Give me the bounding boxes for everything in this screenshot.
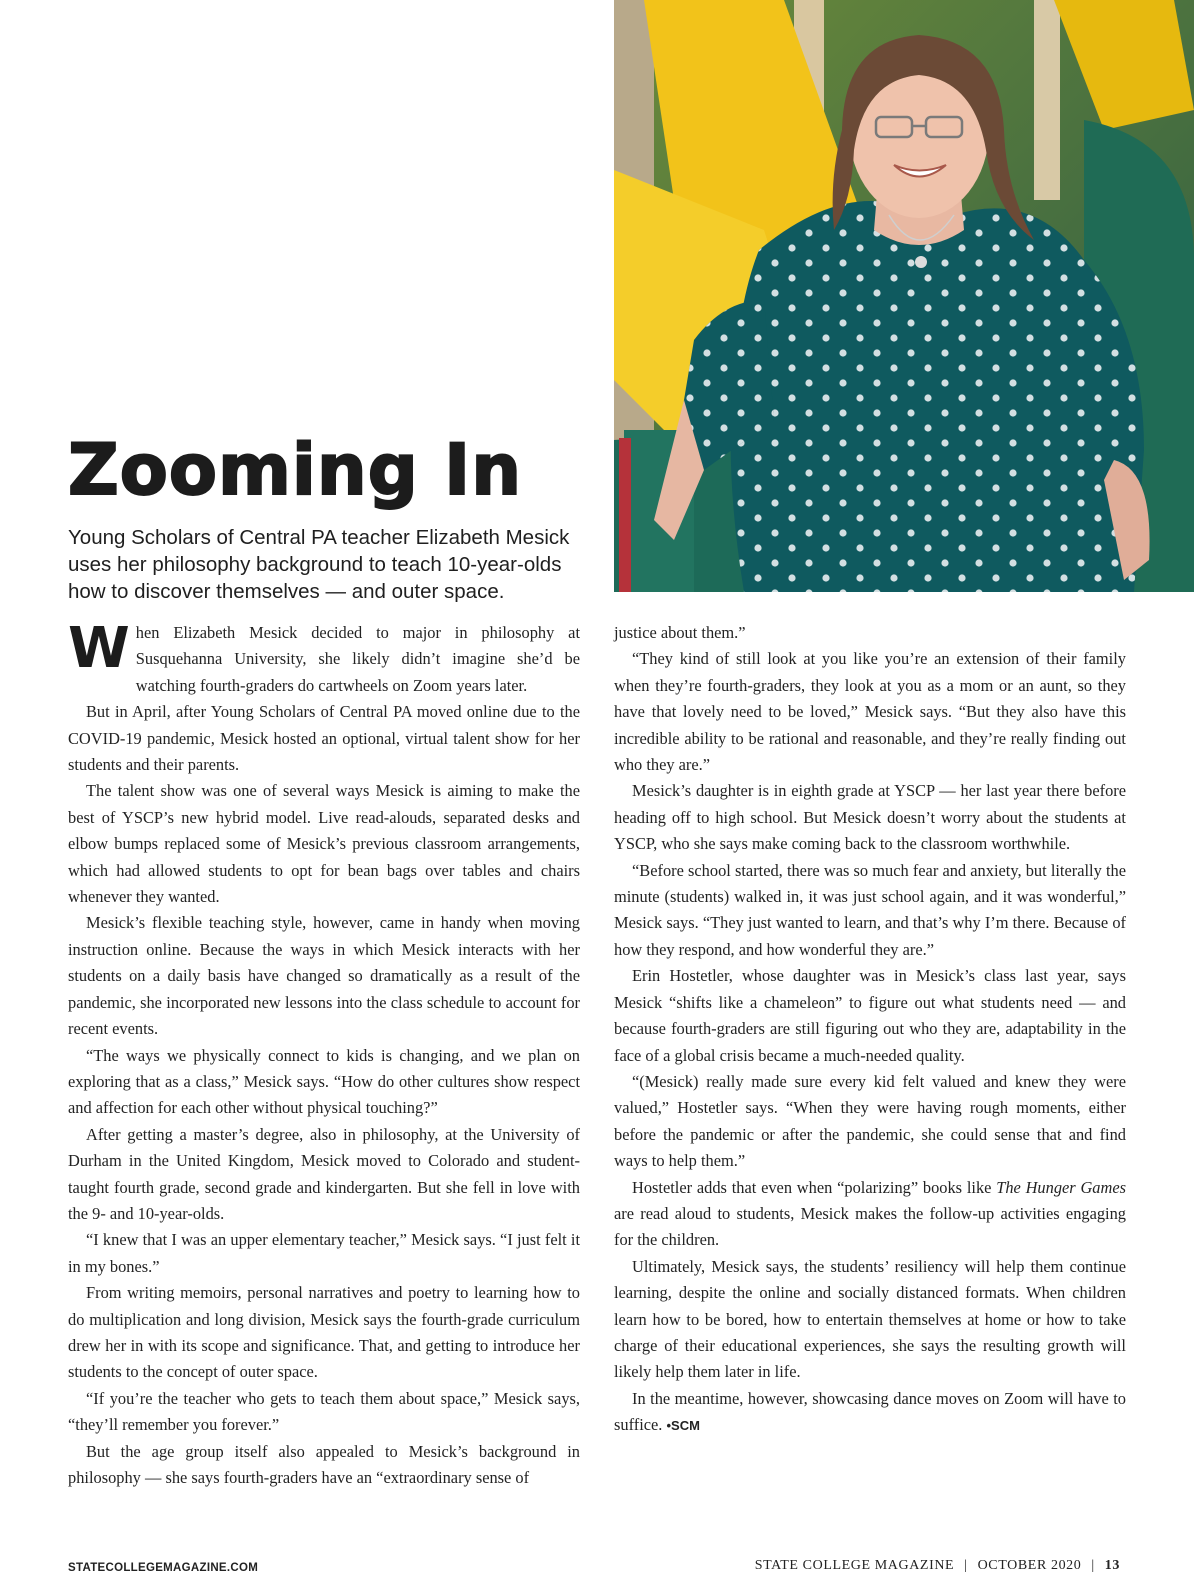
paragraph: From writing memoirs, personal narratives and poetry to learning how to do multiplication and long division, Mesick says the fourth-grade curriculum drew her in with its scope and significance. That, and getting to introduce her students to the concept of outer space. bbox=[68, 1283, 580, 1382]
footer-issue-date: OCTOBER 2020 bbox=[977, 1558, 1082, 1573]
article-column-right bbox=[614, 620, 1126, 1440]
paragraph: “The ways we physically connect to kids is changing, and we plan on exploring that as a class,” Mesick says. “How do other cultures show respect and affection for each other without physical touching?” bbox=[68, 1045, 580, 1118]
footer-magazine-name: STATE COLLEGE MAGAZINE bbox=[754, 1558, 955, 1573]
paragraph: When Elizabeth Mesick decided to major in philosophy at Susquehanna University, she likely didn’t imagine she’d be watching fourth-graders do cartwheels on Zoom years later. bbox=[68, 616, 580, 695]
paragraph: Erin Hostetler, whose daughter was in Mesick’s class last year, says Mesick “shifts like a chameleon” to figure out what students need — and because fourth-graders are still figuring out who they are, adaptability in the face of a global crisis became a much-needed quality. bbox=[614, 966, 1126, 1065]
article-column-left bbox=[68, 616, 580, 1491]
paragraph: “They kind of still look at you like you’re an extension of their family when they’re fourth-graders, they look at you as a mom or an aunt, so they have that lovely need to be loved,” Mesick says. “But they also have this incredible ability to be rational and reasonable, and they’re really finding out who they are.” bbox=[614, 649, 1126, 775]
paragraph: In the meantime, however, showcasing dance moves on Zoom will have to suffice. •SCM bbox=[614, 1388, 1126, 1435]
book-title: The Hunger Games bbox=[996, 1177, 1126, 1197]
paragraph: But in April, after Young Scholars of Central PA moved online due to the COVID-19 pandemic, Mesick hosted an optional, virtual talent show for her students and their parents. bbox=[68, 702, 580, 775]
playground-portrait-image bbox=[614, 0, 1194, 592]
end-mark: •SCM bbox=[666, 1418, 700, 1434]
footer-website: STATECOLLEGEMAGAZINE.COM bbox=[68, 1562, 259, 1574]
footer-separator: | bbox=[1091, 1558, 1095, 1573]
paragraph: The talent show was one of several ways Mesick is aiming to make the best of YSCP’s new hybrid model. Live read-alouds, separated desks and elbow bumps replaced some of Mesick’s previous classroom arrangements, which had allowed students to opt for bean bags over tables and chairs whenever they wanted. bbox=[68, 781, 580, 907]
page-number: 13 bbox=[1104, 1558, 1120, 1573]
paragraph: Hostetler adds that even when “polarizing” books like The Hunger Games are read aloud to students, Mesick makes the follow-up activities engaging for the children. bbox=[614, 1177, 1126, 1250]
paragraph: “I knew that I was an upper elementary teacher,” Mesick says. “I just felt it in my bones.” bbox=[68, 1230, 580, 1276]
paragraph: justice about them.” bbox=[614, 623, 746, 642]
footer-folio bbox=[755, 1558, 1120, 1574]
deck-subtitle: Young Scholars of Central PA teacher Elizabeth Mesick uses her philosophy background to teach 10-year-olds how to discover themselves — and outer space. bbox=[68, 526, 570, 603]
paragraph: “(Mesick) really made sure every kid felt valued and knew they were valued,” Hostetler says. “When they were having rough moments, either before the pandemic or after the pandemic, she could sense that and find ways to help them.” bbox=[614, 1071, 1126, 1171]
paragraph: “If you’re the teacher who gets to teach them about space,” Mesick says, “they’ll remember you forever.” bbox=[68, 1388, 580, 1435]
paragraph: Ultimately, Mesick says, the students’ resiliency will help them continue learning, despite the online and socially distanced formats. When children learn how to be bored, how to entertain themselves at home or how to take charge of their educational experiences, she says the resulting growth will likely help them later in life. bbox=[614, 1256, 1126, 1382]
paragraph: Mesick’s flexible teaching style, however, came in handy when moving instruction online. Because the ways in which Mesick interacts with her students on a daily basis have changed so dramatically as a result of the pandemic, she incorporated new lessons into the class schedule to account for recent events. bbox=[68, 913, 580, 1039]
paragraph: “Before school started, there was so much fear and anxiety, but literally the minute (students) walked in, it was just school again, and it was wonderful,” Mesick says. “They just wanted to learn, and that’s why I’m there. Because of how they respond, and how wonderful they are.” bbox=[614, 860, 1126, 959]
headline: Zooming In bbox=[68, 429, 523, 511]
footer-separator: | bbox=[964, 1558, 968, 1573]
drop-cap: W bbox=[68, 616, 130, 681]
paragraph: After getting a master’s degree, also in philosophy, at the University of Durham in the United Kingdom, Mesick moved to Colorado and student-taught fourth grade, second grade and kindergarten. But she fell in love with the 9- and 10-year-olds. bbox=[68, 1124, 580, 1223]
paragraph: But the age group itself also appealed to Mesick’s background in philosophy — she says fourth-graders have an “extraordinary sense of bbox=[68, 1441, 580, 1487]
paragraph: Mesick’s daughter is in eighth grade at YSCP — her last year there before heading off to high school. But Mesick doesn’t worry about the students at YSCP, who she says make coming back to the classroom worthwhile. bbox=[614, 781, 1126, 854]
portrait-photo bbox=[614, 0, 1194, 592]
